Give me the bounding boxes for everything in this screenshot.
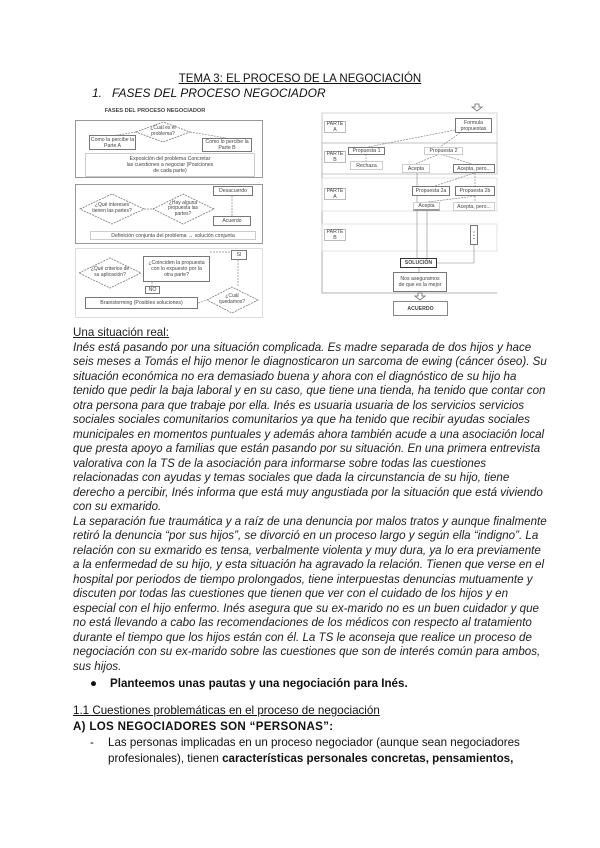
label-parte-a-2: PARTE A bbox=[324, 188, 346, 200]
diamond-problem-label: ¿Cuál es el problema? bbox=[150, 125, 176, 137]
label-parte-b-2: PARTE B bbox=[324, 229, 346, 241]
situacion-heading: Una situación real: bbox=[73, 326, 170, 339]
label-parte-a-1: PARTE A bbox=[324, 121, 346, 133]
flowchart-fases-proceso bbox=[0, 0, 300, 322]
p2-line: especial con el hijo enfermo. Inés asegura que su ex-marido no es un buen cuidador y que bbox=[73, 601, 539, 615]
box-propuesta-2a: Propuesta 2a bbox=[412, 186, 450, 196]
box-acuerdo: Acuerdo bbox=[213, 216, 251, 226]
p2-line: durante el tiempo que los hijos están con él. La TS le aconseja que realice un proceso de bbox=[73, 630, 532, 644]
section-a-heading: A) LOS NEGOCIADORES SON “PERSONAS”: bbox=[73, 720, 334, 733]
p2-line: La separación fue traumática y a raíz de una denuncia por malos tratos y aunque finalmente bbox=[73, 514, 547, 528]
box-desacuerdo: Desacuerdo bbox=[213, 186, 253, 196]
box-acepta-pero-1: Acepta, pero... bbox=[453, 164, 495, 173]
item-line-2-bold: características personales concretas, pensamientos, bbox=[222, 752, 514, 765]
box-acepta-1: Acepta bbox=[402, 164, 430, 173]
item-line-1: Las personas implicadas en un proceso negociador (aunque sean negociadores bbox=[108, 736, 520, 749]
box-si: SI bbox=[231, 250, 247, 260]
p2-line: no está llevando a cabo las recomendaciones de los médicos con respecto al tratamiento bbox=[73, 616, 532, 629]
p2-line: retiró la denuncia “por sus hijos”, se divorció en un proceso largo y según ella “indigno”. La bbox=[73, 529, 539, 542]
p1-line: valorativa con la TS de la asociación para informarse sobre todas las cuestiones bbox=[73, 456, 487, 470]
flowchart-propuestas bbox=[300, 0, 600, 322]
box-continuation-dots: ⋮ bbox=[470, 225, 478, 245]
p1-line: otra persona para que trabaje por ella. Inés es usuaria usuaria de los servicios servicios bbox=[73, 398, 525, 412]
p1-line: tenido que pedir la baja laboral y en su caso, que tiene una tienda, ha tenido que contar con bbox=[73, 384, 546, 397]
bullet-icon: ● bbox=[90, 677, 98, 690]
box-definicion: Definición conjunta del problema → solución conjunta bbox=[90, 231, 256, 240]
box-coinciden: ¿Coinciden la propuesta con lo expuesto por la otra parte? bbox=[143, 256, 210, 282]
p1-line: relacionadas con ayudas y temas sociales que dada la circunstancia de su hijo, tiene bbox=[73, 471, 510, 484]
label-parte-b-1: PARTE B bbox=[324, 151, 346, 163]
p1-line: seis meses a Tomás el hijo menor le diagnosticaron un sarcoma de ewing (cáncer óseo). Su bbox=[73, 355, 547, 368]
box-no: NO bbox=[145, 286, 160, 294]
box-propuesta-2b: Propuesta 2b bbox=[455, 186, 495, 196]
box-acuerdo-final: ACUERDO bbox=[393, 301, 448, 316]
p2-line: hospital por periodos de tiempo prolongados, tiene interpuestas denuncias mutuamente y bbox=[73, 572, 533, 586]
p1-line: que presta apoyo a familias que están pasando por su situación. En una primera entrevista bbox=[73, 442, 541, 455]
box-rechaza: Rechaza bbox=[350, 161, 383, 170]
dash-marker: - bbox=[90, 736, 94, 749]
box-parte-b: Como lo percibe la Parte B bbox=[202, 138, 252, 152]
p1-line: con su exmarido. bbox=[73, 500, 162, 513]
item-line-2-text: profesionales), tienen bbox=[108, 752, 223, 765]
section-11-heading: 1.1 Cuestiones problemáticas en el proceso de negociación bbox=[73, 704, 380, 717]
diamond-interests-label: ¿Qué intereses tienen las partes? bbox=[92, 202, 132, 214]
p1-line: derecho a percibir, Inés informa que está muy angustiada por la situación que está viviendo bbox=[73, 485, 543, 499]
p1-line: municipales en momentos puntuales y además ahora también acude a una asociación local bbox=[73, 427, 545, 441]
p2-line: sus hijos. bbox=[73, 659, 122, 673]
box-acepta-pero-2: Acepta, pero... bbox=[453, 202, 495, 211]
diamond-criteria-label: ¿Qué criterios de su aplicación? bbox=[90, 266, 130, 278]
p2-line: discuten por todas las cuestiones que tienen que ver con el cuidado de los hijos y en bbox=[73, 587, 509, 600]
p1-line: sociales sociales comunitarios comunitarios ya que ha tenido que recibir ayudas sociales bbox=[73, 413, 530, 426]
p1-line: situación económica no era demasiado buena y ahora con el diagnóstico de su hijo ha bbox=[73, 369, 517, 383]
bullet-item bbox=[90, 677, 408, 691]
p2-line: negociación con su ex-marido sobre las cuestiones que son de interés común para ambos, bbox=[73, 645, 541, 658]
p2-line: relación con su exmarido es tensa, verbalmente violenta y muy dura, ya lo era previamente bbox=[73, 543, 541, 557]
flowchart-title: FASES DEL PROCESO NEGOCIADOR bbox=[104, 108, 206, 115]
document-title: TEMA 3: EL PROCESO DE LA NEGOCIACIÓN bbox=[178, 73, 422, 85]
box-formula-propuestas: Formula propuestas bbox=[455, 118, 492, 133]
box-acepta-2: Acepta bbox=[413, 202, 440, 211]
section-label: FASES DEL PROCESO NEGOCIADOR bbox=[112, 86, 326, 100]
item-line-2 bbox=[108, 752, 513, 766]
box-parte-a: Como la percibe la Parte A bbox=[90, 136, 135, 149]
p2-line: a la enfermedad de su hijo, y esta situación ha agravado la relación. Tienen que verse en el bbox=[73, 558, 545, 571]
diamond-proposal-label: ¿Hay alguna propuesta las partes? bbox=[167, 199, 199, 217]
box-aseguramos: Nos aseguramos de que es la mejor bbox=[393, 272, 447, 292]
situacion-section bbox=[73, 326, 547, 674]
bullet-text: Planteemos unas pautas y una negociación para Inés. bbox=[110, 677, 408, 690]
box-exposicion: Exposición del problema Concretar las cuestiones a negociar (Posiciones de cada parte) bbox=[85, 153, 255, 177]
diamond-choice-label: ¿Cuál quedamos? bbox=[218, 293, 246, 305]
box-propuesta-2: Propuesta 2 bbox=[424, 147, 463, 155]
box-brainstorming: Brainstorming (Posibles soluciones) bbox=[85, 297, 198, 309]
p1-line: Inés está pasando por una situación complicada. Es madre separada de dos hijos y hace bbox=[73, 340, 532, 354]
box-solucion: SOLUCIÓN bbox=[400, 258, 437, 268]
box-propuesta-1: Propuesta 1 bbox=[348, 147, 385, 155]
section-number: 1. bbox=[92, 86, 103, 100]
